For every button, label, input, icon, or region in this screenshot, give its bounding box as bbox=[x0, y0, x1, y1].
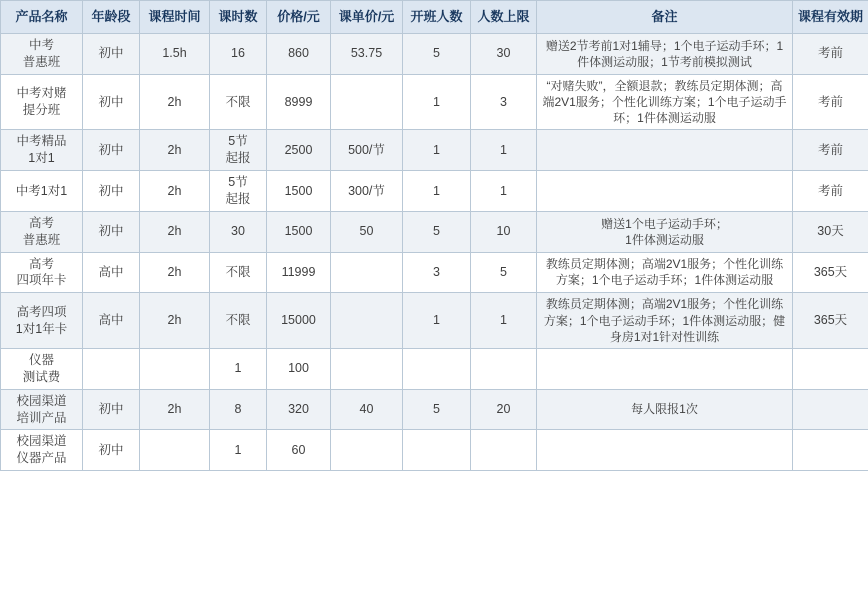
cell-lesson-count: 16 bbox=[210, 34, 267, 75]
cell-unit-price: 40 bbox=[331, 389, 403, 430]
cell-open-class-size: 1 bbox=[403, 171, 471, 212]
cell-age-group: 初中 bbox=[83, 34, 140, 75]
cell-age-group: 初中 bbox=[83, 389, 140, 430]
cell-unit-price bbox=[331, 348, 403, 389]
cell-remarks bbox=[537, 348, 793, 389]
table-row bbox=[1, 171, 868, 212]
column-header-validity: 课程有效期 bbox=[793, 1, 868, 34]
cell-age-group: 高中 bbox=[83, 293, 140, 349]
cell-lesson-count: 不限 bbox=[210, 252, 267, 293]
table-row bbox=[1, 252, 868, 293]
cell-remarks bbox=[537, 130, 793, 171]
cell-lesson-count: 1 bbox=[210, 430, 267, 471]
cell-open-class-size: 5 bbox=[403, 389, 471, 430]
cell-validity: 考前 bbox=[793, 34, 868, 75]
cell-unit-price: 500/节 bbox=[331, 130, 403, 171]
cell-product-name: 中考对赌 提分班 bbox=[1, 74, 83, 130]
cell-capacity: 1 bbox=[471, 130, 537, 171]
table-row bbox=[1, 211, 868, 252]
cell-open-class-size bbox=[403, 430, 471, 471]
column-header-capacity: 人数上限 bbox=[471, 1, 537, 34]
cell-lesson-count: 5节 起报 bbox=[210, 130, 267, 171]
table-row bbox=[1, 430, 868, 471]
cell-validity bbox=[793, 348, 868, 389]
cell-price: 860 bbox=[267, 34, 331, 75]
cell-product-name: 高考四项 1对1年卡 bbox=[1, 293, 83, 349]
cell-course-duration: 2h bbox=[140, 389, 210, 430]
cell-product-name: 中考1对1 bbox=[1, 171, 83, 212]
cell-lesson-count: 8 bbox=[210, 389, 267, 430]
cell-lesson-count: 不限 bbox=[210, 74, 267, 130]
cell-remarks: 每人限报1次 bbox=[537, 389, 793, 430]
cell-capacity: 1 bbox=[471, 293, 537, 349]
cell-remarks bbox=[537, 430, 793, 471]
column-header-unit-price: 课单价/元 bbox=[331, 1, 403, 34]
cell-unit-price bbox=[331, 430, 403, 471]
cell-lesson-count: 不限 bbox=[210, 293, 267, 349]
cell-product-name: 仪器 测试费 bbox=[1, 348, 83, 389]
cell-validity bbox=[793, 389, 868, 430]
cell-price: 1500 bbox=[267, 211, 331, 252]
cell-product-name: 高考 四项年卡 bbox=[1, 252, 83, 293]
cell-unit-price bbox=[331, 252, 403, 293]
cell-lesson-count: 30 bbox=[210, 211, 267, 252]
cell-age-group: 初中 bbox=[83, 130, 140, 171]
cell-price: 60 bbox=[267, 430, 331, 471]
cell-validity: 30天 bbox=[793, 211, 868, 252]
cell-price: 11999 bbox=[267, 252, 331, 293]
column-header-open-class-size: 开班人数 bbox=[403, 1, 471, 34]
column-header-lesson-count: 课时数 bbox=[210, 1, 267, 34]
cell-open-class-size: 3 bbox=[403, 252, 471, 293]
cell-unit-price bbox=[331, 74, 403, 130]
cell-remarks: 赠送2节考前1对1辅导；1个电子运动手环；1件体测运动服；1节考前模拟测试 bbox=[537, 34, 793, 75]
cell-validity: 考前 bbox=[793, 74, 868, 130]
cell-open-class-size: 1 bbox=[403, 130, 471, 171]
cell-unit-price: 300/节 bbox=[331, 171, 403, 212]
cell-capacity: 10 bbox=[471, 211, 537, 252]
cell-open-class-size: 1 bbox=[403, 293, 471, 349]
column-header-age-group: 年龄段 bbox=[83, 1, 140, 34]
cell-course-duration: 1.5h bbox=[140, 34, 210, 75]
cell-validity: 365天 bbox=[793, 293, 868, 349]
cell-capacity: 3 bbox=[471, 74, 537, 130]
cell-product-name: 高考 普惠班 bbox=[1, 211, 83, 252]
column-header-price: 价格/元 bbox=[267, 1, 331, 34]
cell-product-name: 校园渠道 培训产品 bbox=[1, 389, 83, 430]
cell-remarks: 赠送1个电子运动手环； 1件体测运动服 bbox=[537, 211, 793, 252]
cell-unit-price: 53.75 bbox=[331, 34, 403, 75]
table-body bbox=[1, 34, 868, 471]
cell-remarks bbox=[537, 171, 793, 212]
column-header-product-name: 产品名称 bbox=[1, 1, 83, 34]
cell-capacity bbox=[471, 348, 537, 389]
cell-course-duration: 2h bbox=[140, 74, 210, 130]
cell-course-duration: 2h bbox=[140, 211, 210, 252]
cell-capacity bbox=[471, 430, 537, 471]
table-row bbox=[1, 130, 868, 171]
cell-capacity: 5 bbox=[471, 252, 537, 293]
cell-product-name: 校园渠道 仪器产品 bbox=[1, 430, 83, 471]
cell-product-name: 中考精品 1对1 bbox=[1, 130, 83, 171]
cell-open-class-size: 1 bbox=[403, 74, 471, 130]
table-row bbox=[1, 74, 868, 130]
table-row bbox=[1, 389, 868, 430]
cell-capacity: 30 bbox=[471, 34, 537, 75]
cell-course-duration: 2h bbox=[140, 293, 210, 349]
cell-open-class-size: 5 bbox=[403, 34, 471, 75]
cell-remarks: 教练员定期体测；高端2V1服务；个性化训练方案；1个电子运动手环；1件体测运动服 bbox=[537, 252, 793, 293]
cell-validity: 365天 bbox=[793, 252, 868, 293]
cell-price: 8999 bbox=[267, 74, 331, 130]
cell-validity bbox=[793, 430, 868, 471]
table-row bbox=[1, 293, 868, 349]
column-header-course-duration: 课程时间 bbox=[140, 1, 210, 34]
cell-unit-price: 50 bbox=[331, 211, 403, 252]
cell-price: 15000 bbox=[267, 293, 331, 349]
column-header-remarks: 备注 bbox=[537, 1, 793, 34]
cell-validity: 考前 bbox=[793, 130, 868, 171]
cell-lesson-count: 1 bbox=[210, 348, 267, 389]
cell-capacity: 20 bbox=[471, 389, 537, 430]
header-row bbox=[1, 1, 868, 34]
cell-age-group: 初中 bbox=[83, 74, 140, 130]
table-row bbox=[1, 348, 868, 389]
cell-price: 320 bbox=[267, 389, 331, 430]
cell-age-group: 初中 bbox=[83, 171, 140, 212]
cell-remarks: 教练员定期体测；高端2V1服务；个性化训练方案；1个电子运动手环；1件体测运动服；健身房1对1针对性训练 bbox=[537, 293, 793, 349]
cell-open-class-size bbox=[403, 348, 471, 389]
cell-product-name: 中考 普惠班 bbox=[1, 34, 83, 75]
cell-price: 1500 bbox=[267, 171, 331, 212]
cell-price: 2500 bbox=[267, 130, 331, 171]
cell-age-group: 高中 bbox=[83, 252, 140, 293]
cell-open-class-size: 5 bbox=[403, 211, 471, 252]
cell-course-duration: 2h bbox=[140, 171, 210, 212]
cell-course-duration: 2h bbox=[140, 252, 210, 293]
cell-validity: 考前 bbox=[793, 171, 868, 212]
cell-course-duration bbox=[140, 430, 210, 471]
cell-age-group: 初中 bbox=[83, 430, 140, 471]
cell-remarks: “对赌失败”，全额退款；教练员定期体测；高端2V1服务；个性化训练方案；1个电子运动手环；1件体测运动服 bbox=[537, 74, 793, 130]
cell-capacity: 1 bbox=[471, 171, 537, 212]
cell-price: 100 bbox=[267, 348, 331, 389]
cell-course-duration bbox=[140, 348, 210, 389]
cell-unit-price bbox=[331, 293, 403, 349]
table-header bbox=[1, 1, 868, 34]
cell-age-group: 初中 bbox=[83, 211, 140, 252]
cell-age-group bbox=[83, 348, 140, 389]
cell-course-duration: 2h bbox=[140, 130, 210, 171]
table-row bbox=[1, 34, 868, 75]
cell-lesson-count: 5节 起报 bbox=[210, 171, 267, 212]
